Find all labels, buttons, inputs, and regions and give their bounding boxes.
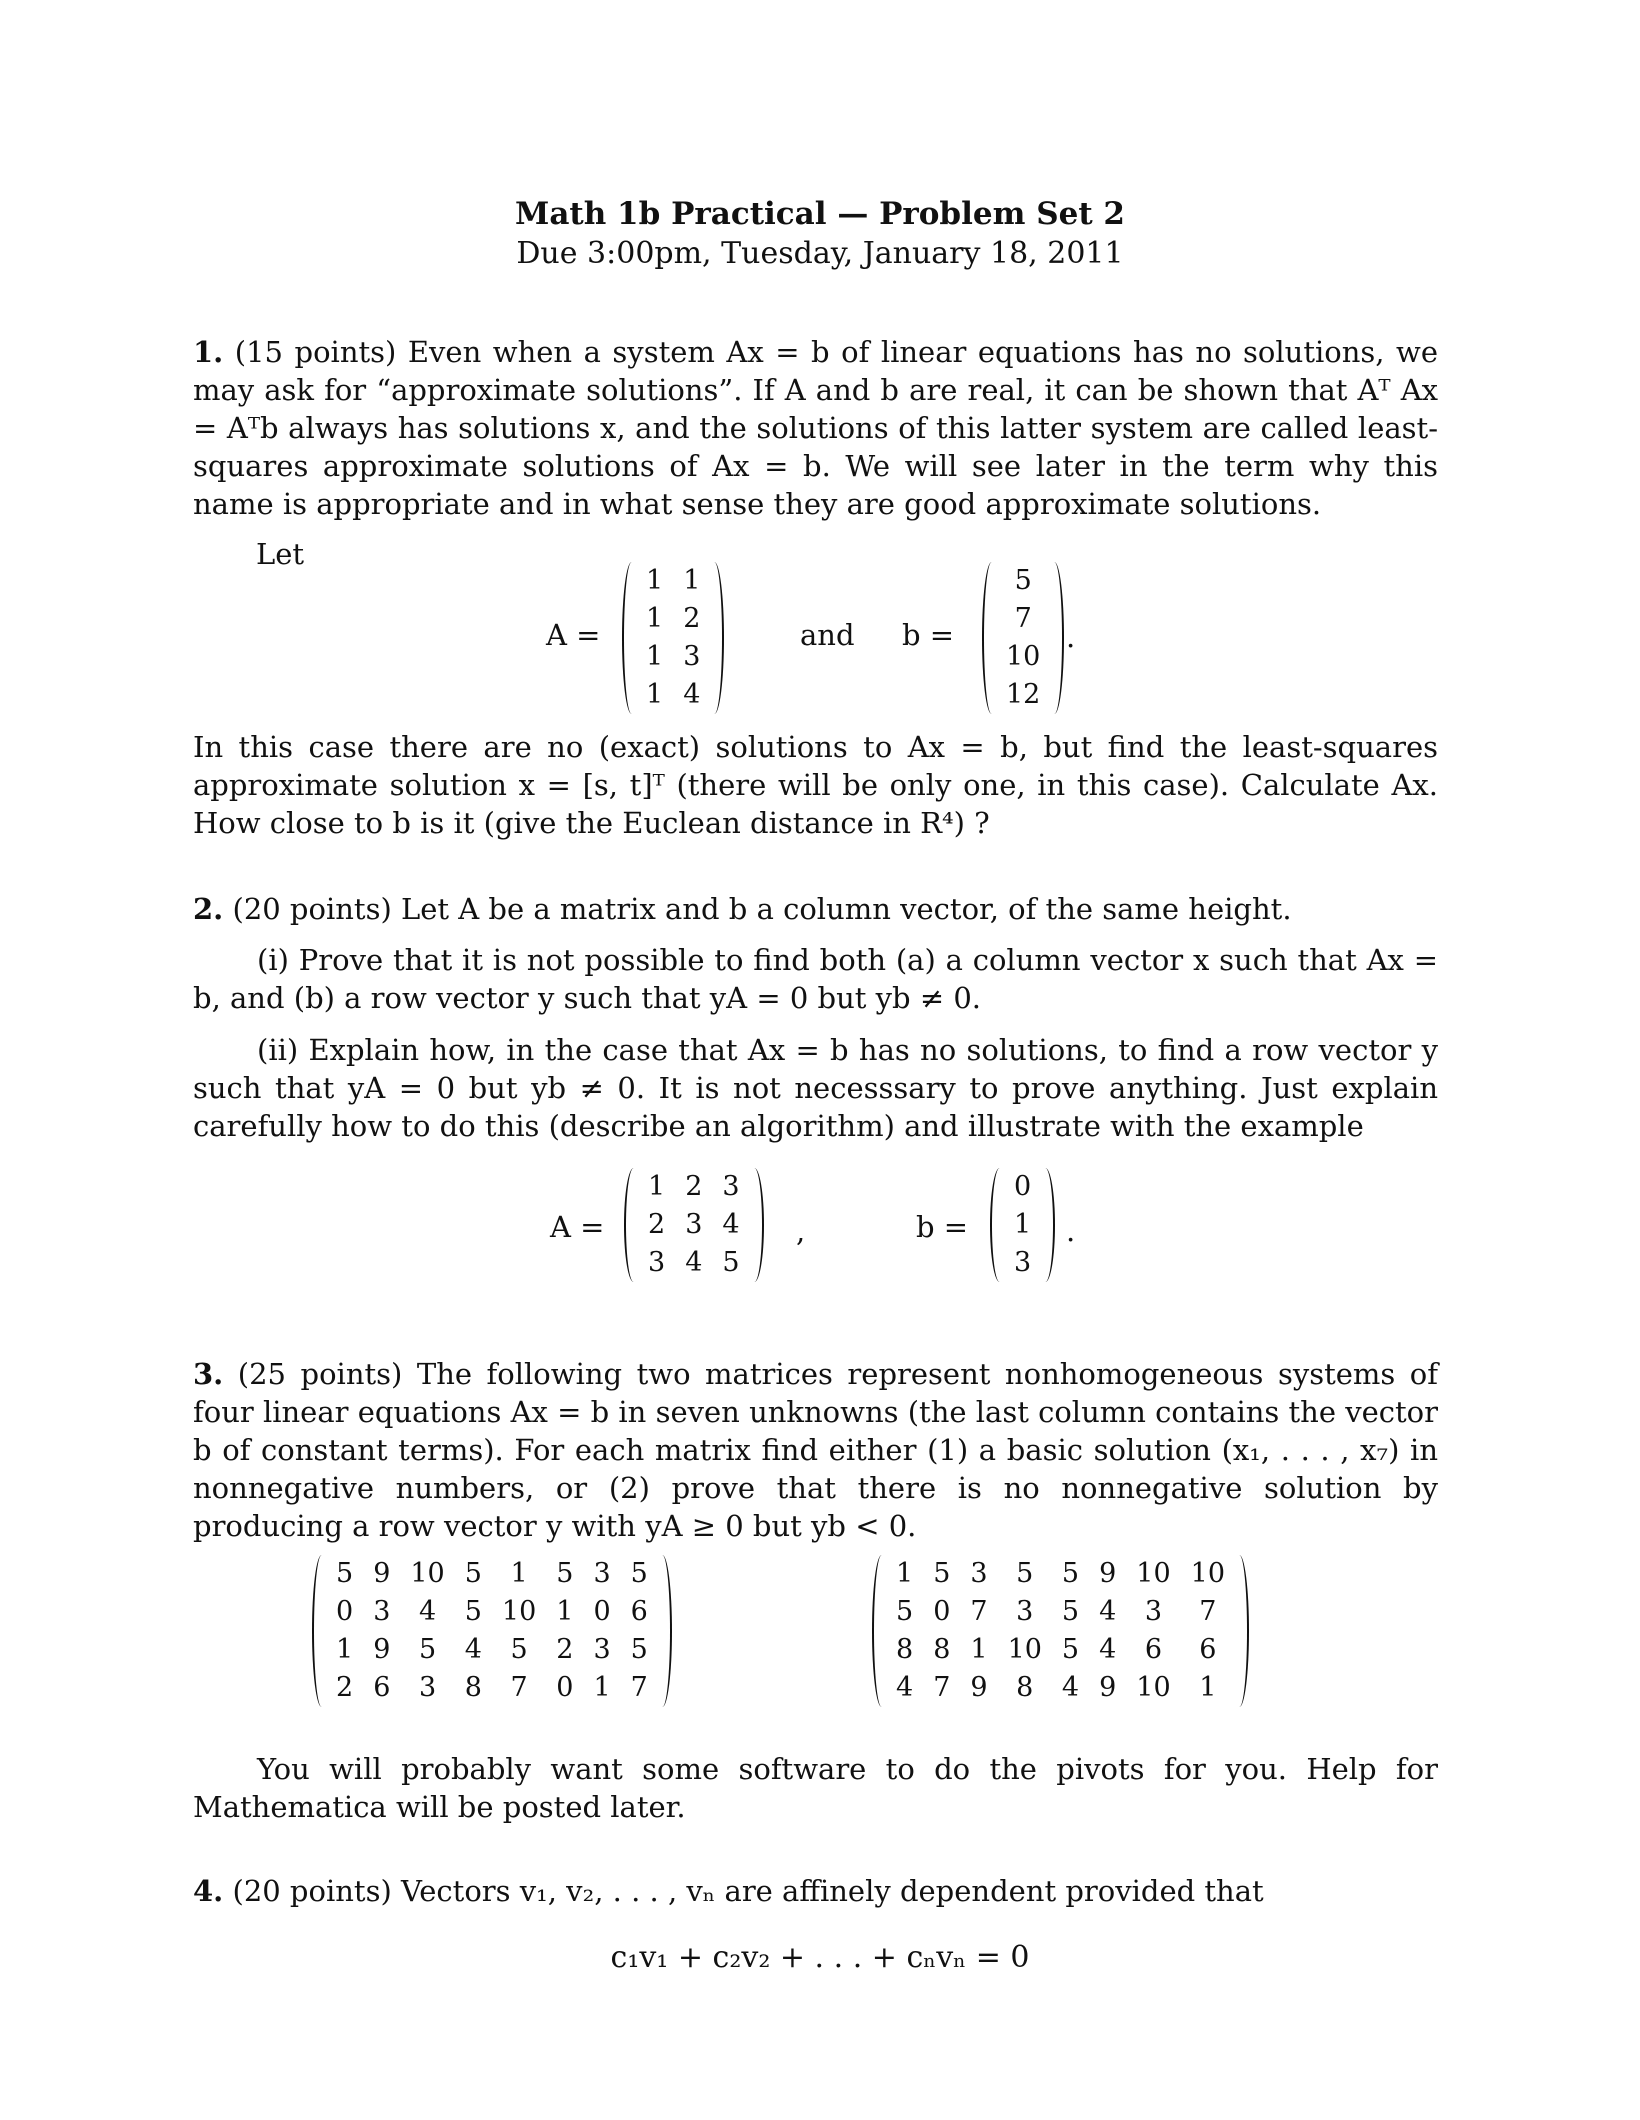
matrix-cell: 1 [1199, 1672, 1217, 1703]
matrix-cell: 4 [683, 679, 701, 710]
matrix-cell: 2 [556, 1634, 574, 1665]
matrix-a2 [630, 1168, 758, 1286]
matrix-cell: 3 [1144, 1596, 1163, 1627]
problem-2-part-i: (i) Prove that it is not possible to find both (a) a column vector x such that Ax = b, and (b) a row vector y such that yA = 0 but yb ≠ 0. [193, 943, 1438, 1015]
matrix-cell: 1 [646, 603, 664, 634]
matrix-cell: 8 [933, 1634, 951, 1665]
matrix-cell: 1 [646, 641, 664, 672]
matrix-cell: 4 [418, 1596, 437, 1627]
problem-2-number: 2. [193, 892, 224, 926]
matrix-cell: 3 [1016, 1596, 1034, 1627]
matrix-cell: 2 [648, 1209, 666, 1240]
matrix-cell: 9 [373, 1558, 391, 1589]
matrix-cell: 10 [410, 1558, 445, 1589]
matrix-cell: 1 [336, 1634, 354, 1665]
problem-1-followup: In this case there are no (exact) solutions to Ax = b, but find the least-squares approximate solution x = [s, t]ᵀ (there will be only one, in this case). Calculate Ax. How close to b is it (give the Euclean distance in R⁴) ? [193, 730, 1438, 840]
left-paren [872, 1555, 888, 1707]
matrix-cell: 2 [685, 1171, 703, 1202]
matrix-cell: 9 [373, 1634, 391, 1665]
matrix-cell: 2 [683, 603, 701, 634]
matrix-m2 [878, 1555, 1243, 1711]
left-paren [312, 1555, 328, 1707]
matrix-cell: 9 [1099, 1672, 1117, 1703]
matrix-cell: 3 [970, 1558, 988, 1589]
matrix-cell: 3 [593, 1634, 611, 1665]
matrix-cell: 1 [646, 565, 664, 596]
matrix-cell: 5 [722, 1247, 740, 1278]
matrix-cell: 5 [464, 1596, 482, 1627]
matrix-cell: 5 [510, 1634, 528, 1665]
matrix-cell: 10 [501, 1596, 537, 1627]
matrix-cell: 1 [556, 1596, 574, 1627]
matrix-cell: 6 [630, 1596, 648, 1627]
matrix-cell: 5 [933, 1558, 951, 1589]
problem-3-note: You will probably want some software to do the pivots for you. Help for Mathematica will be posted later. [193, 1752, 1438, 1824]
matrix-cell: 0 [593, 1596, 611, 1627]
left-paren [990, 1168, 1006, 1282]
matrix-cell: 1 [648, 1171, 666, 1202]
affine-equation: c₁v₁ + c₂v₂ + . . . + cₙvₙ = 0 [610, 1940, 1030, 1975]
problem-1-number: 1. [193, 335, 224, 369]
matrix-cell: 7 [933, 1672, 951, 1703]
right-paren [708, 562, 724, 714]
comma: , [796, 1214, 806, 1248]
left-paren [982, 562, 998, 714]
matrix-cell: 4 [1099, 1596, 1117, 1627]
matrix-cell: 0 [1014, 1171, 1032, 1202]
matrix-cell: 5 [896, 1596, 914, 1627]
matrix-cell: 4 [722, 1209, 740, 1240]
matrix-cell: 2 [336, 1672, 354, 1703]
matrix-cell: 5 [630, 1634, 648, 1665]
matrix-cell: 8 [1016, 1672, 1034, 1703]
matrix-cell: 9 [970, 1672, 988, 1703]
matrix-cell: 6 [1144, 1634, 1163, 1665]
matrix-cell: 3 [685, 1209, 703, 1240]
period: . [1066, 1214, 1076, 1248]
matrix-m1 [318, 1555, 666, 1711]
problem-2-body: (20 points) Let A be a matrix and b a column vector, of the same height. [232, 892, 1292, 926]
problem-3-text [193, 1355, 1438, 1545]
matrix-cell: 0 [556, 1672, 574, 1703]
vector-b1 [988, 562, 1058, 718]
problem-3-body: (25 points) The following two matrices represent nonhomogeneous systems of four linear equations Ax = b in seven unknowns (the last column contains the vector b of constant terms). For each matrix find either (1) a basic solution (x₁, . . . , x₇) in nonnegative numbers, or (2) prove that there is no nonnegative solution by producing a row vector y with yA ≥ 0 but yb < 0. [193, 1357, 1438, 1543]
matrix-cell: 4 [1099, 1634, 1117, 1665]
due-date: Due 3:00pm, Tuesday, January 18, 2011 [516, 236, 1124, 271]
matrix-cell: 10 [1006, 641, 1041, 672]
right-paren [656, 1555, 672, 1707]
vector-b1-label: b = [902, 618, 955, 652]
matrix-cell: 5 [630, 1558, 648, 1589]
matrix-cell: 10 [1136, 1558, 1171, 1589]
matrix-cell: 1 [683, 565, 701, 596]
right-paren [1233, 1555, 1249, 1707]
matrix-cell: 4 [685, 1247, 703, 1278]
matrix-cell: 6 [373, 1672, 391, 1703]
matrix-cell: 9 [1099, 1558, 1117, 1589]
problem-2-text [193, 890, 1438, 928]
left-paren [624, 1168, 640, 1282]
matrix-cell: 8 [464, 1672, 482, 1703]
matrix-cell: 1 [970, 1634, 988, 1665]
matrix-cell: 3 [1014, 1247, 1032, 1278]
matrix-cell: 5 [1014, 565, 1032, 596]
matrix-cell: 5 [556, 1558, 574, 1589]
matrix-cell: 3 [683, 641, 701, 672]
matrix-cell: 1 [510, 1558, 528, 1589]
matrix-cell: 1 [1014, 1209, 1032, 1240]
right-paren [1048, 562, 1064, 714]
problem-1-body: (15 points) Even when a system Ax = b of linear equations has no solutions, we may ask for “approximate solutions”. If A and b are real, it can be shown that Aᵀ Ax = Aᵀb always has solutions x, and the solutions of this latter system are called least-squares approximate solutions of Ax = b. We will see later in the term why this name is appropriate and in what sense they are good approximate solutions. [193, 335, 1439, 521]
matrix-cell: 4 [896, 1672, 914, 1703]
matrix-cell: 1 [593, 1672, 611, 1703]
matrix-cell: 10 [1190, 1558, 1226, 1589]
right-paren [1039, 1168, 1055, 1282]
matrix-cell: 4 [464, 1634, 482, 1665]
matrix-cell: 3 [373, 1596, 391, 1627]
vector-b2 [996, 1168, 1049, 1286]
matrix-cell: 5 [1061, 1634, 1080, 1665]
matrix-cell: 3 [648, 1247, 666, 1278]
matrix-cell: 6 [1199, 1634, 1217, 1665]
matrix-cell: 4 [1061, 1672, 1080, 1703]
matrix-cell: 3 [593, 1558, 611, 1589]
matrix-cell: 8 [896, 1634, 914, 1665]
let-label: Let [256, 537, 305, 571]
matrix-cell: 7 [510, 1672, 528, 1703]
right-paren [748, 1168, 764, 1282]
matrix-cell: 10 [1136, 1672, 1171, 1703]
matrix-a2-label: A = [550, 1210, 605, 1244]
matrix-cell: 7 [1199, 1596, 1217, 1627]
vector-b2-label: b = [916, 1210, 969, 1244]
matrix-a1 [628, 562, 718, 718]
problem-4-number: 4. [193, 1874, 224, 1908]
problem-4-text [193, 1872, 1438, 1910]
matrix-cell: 1 [896, 1558, 914, 1589]
matrix-cell: 7 [970, 1596, 988, 1627]
left-paren [622, 562, 638, 714]
matrix-cell: 5 [336, 1558, 354, 1589]
page-title: Math 1b Practical — Problem Set 2 [515, 196, 1125, 232]
problem-1-text [193, 333, 1438, 523]
matrix-a1-label: A = [546, 618, 601, 652]
matrix-cell: 12 [1006, 679, 1041, 710]
matrix-cell: 5 [418, 1634, 437, 1665]
matrix-cell: 5 [1016, 1558, 1034, 1589]
problem-4-body: (20 points) Vectors v₁, v₂, . . . , vₙ are affinely dependent provided that [232, 1874, 1264, 1908]
problem-3-number: 3. [193, 1357, 224, 1391]
matrix-cell: 10 [1007, 1634, 1042, 1665]
matrix-cell: 0 [933, 1596, 951, 1627]
period: . [1066, 620, 1076, 654]
problem-2-part-ii: (ii) Explain how, in the case that Ax = b has no solutions, to find a row vector y such that yA = 0 but yb ≠ 0. It is not necesssary to prove anything. Just explain carefully how to do this (describe an algorithm) and illustrate with the example [193, 1033, 1438, 1143]
matrix-cell: 7 [630, 1672, 648, 1703]
matrix-cell: 3 [418, 1672, 437, 1703]
matrix-cell: 1 [646, 679, 664, 710]
matrix-cell: 5 [1061, 1596, 1080, 1627]
and-label: and [800, 618, 855, 652]
matrix-cell: 5 [464, 1558, 482, 1589]
matrix-cell: 3 [722, 1171, 740, 1202]
matrix-cell: 7 [1014, 603, 1032, 634]
matrix-cell: 5 [1061, 1558, 1080, 1589]
matrix-cell: 0 [336, 1596, 354, 1627]
